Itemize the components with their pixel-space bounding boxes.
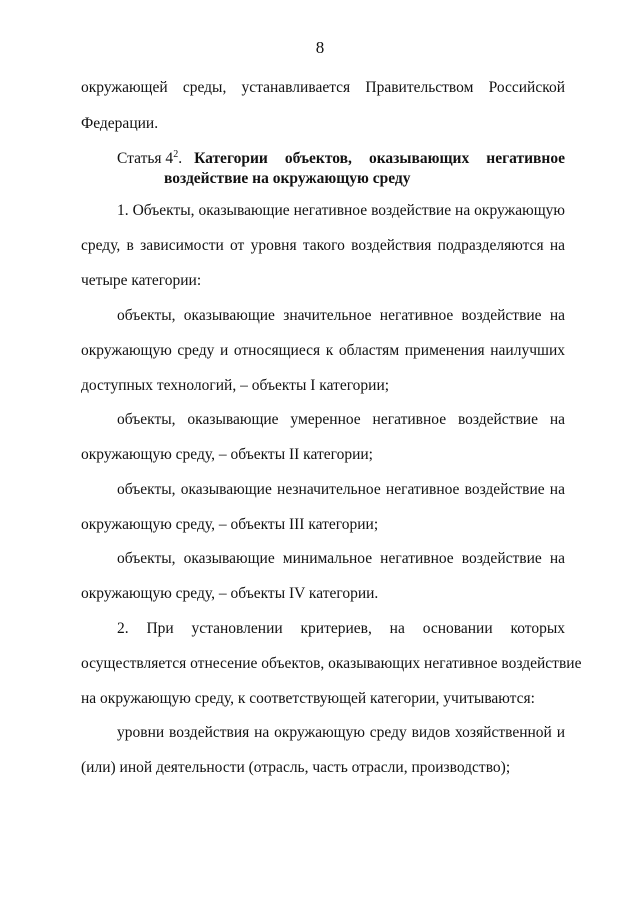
page-number: 8 [315, 38, 325, 57]
paragraph-1-line-1: 1. Объекты, оказывающие негативное воздействие на окружающую [117, 202, 565, 219]
paragraph-7-line-1: уровни воздействия на окружающую среду видов хозяйственной и [117, 724, 565, 741]
paragraph-1-line-3: четыре категории: [81, 272, 202, 289]
paragraph-1-line-2: среду, в зависимости от уровня такого воздействия подразделяются на [81, 237, 565, 254]
intro-line-1: окружающей среды, устанавливается Правительством Российской [81, 79, 565, 96]
paragraph-5-line-1: объекты, оказывающие минимальное негативное воздействие на [117, 550, 565, 567]
paragraph-3-line-2: окружающую среду, – объекты II категории; [81, 446, 373, 463]
paragraph-4-line-2: окружающую среду, – объекты III категории; [81, 516, 379, 533]
article-number: Статья $4^2$. [117, 149, 183, 167]
article-heading [117, 145, 565, 189]
paragraph-6-line-2: осуществляется отнесение объектов, оказывающих негативное воздействие [81, 655, 582, 672]
intro-line-2: Федерации. [81, 115, 159, 132]
paragraph-6-line-3: на окружающую среду, к соответствующей категории, учитываются: [81, 690, 535, 707]
paragraph-4-line-1: объекты, оказывающие незначительное негативное воздействие на [117, 481, 565, 498]
paragraph-2-line-1: объекты, оказывающие значительное негативное воздействие на [117, 307, 565, 324]
article-title-line-1: Категории объектов, оказывающих негативное [194, 150, 565, 167]
paragraph-2-line-2: окружающую среду и относящиеся к областям применения наилучших [81, 342, 565, 359]
paragraph-2-line-3: доступных технологий, – объекты I категории; [81, 377, 390, 394]
paragraph-3-line-1: объекты, оказывающие умеренное негативное воздействие на [117, 411, 565, 428]
paragraph-7-line-2: (или) иной деятельности (отрасль, часть отрасли, производство); [81, 759, 511, 776]
paragraph-6-line-1: 2. При установлении критериев, на основании которых [117, 620, 565, 637]
article-title-line-2: воздействие на окружающую среду [164, 170, 411, 187]
paragraph-5-line-2: окружающую среду, – объекты IV категории. [81, 585, 379, 602]
